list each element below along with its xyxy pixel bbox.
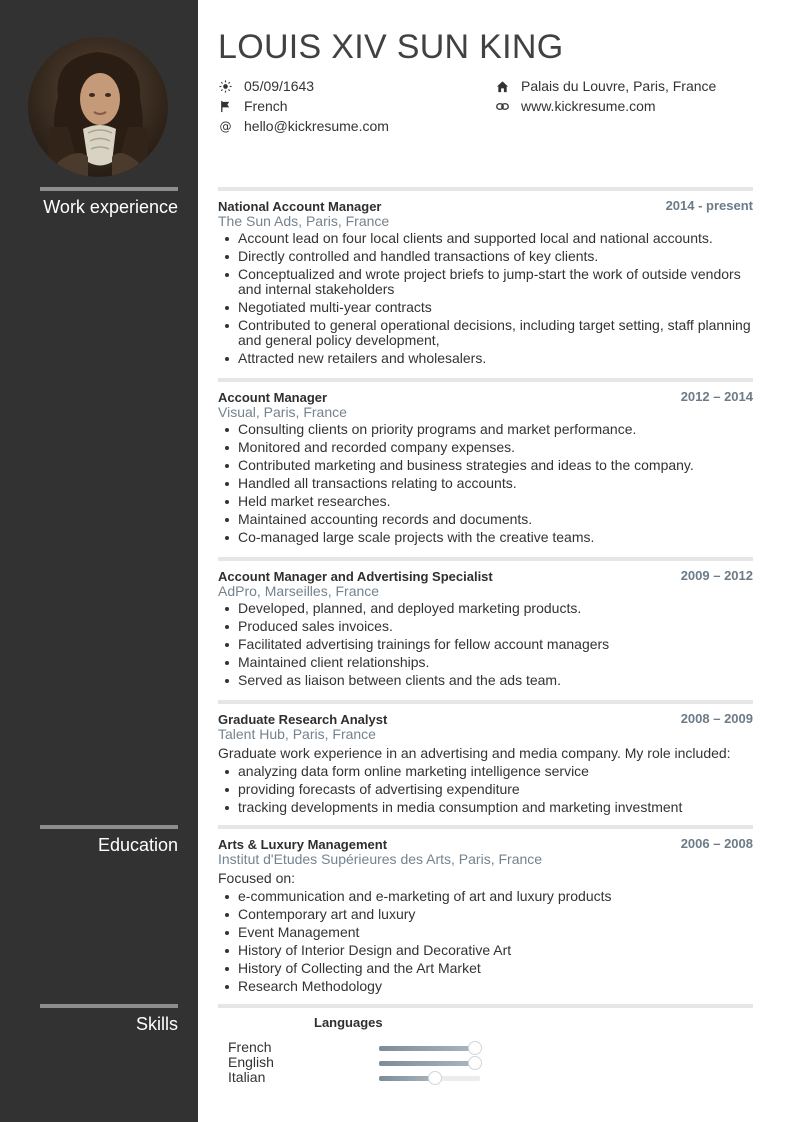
language-row — [228, 1070, 488, 1085]
list-item: providing forecasts of advertising expenditure — [218, 782, 753, 797]
language-row — [228, 1040, 488, 1055]
work-entry — [218, 711, 753, 818]
nationality-text: French — [244, 98, 288, 114]
education-section-rule — [40, 825, 178, 829]
candidate-name: LOUIS XIV SUN KING — [218, 28, 564, 66]
email[interactable] — [218, 117, 389, 135]
education-entry — [218, 836, 753, 997]
portrait-image — [28, 37, 168, 177]
list-item: Facilitated advertising trainings for fellow account managers — [218, 637, 753, 652]
list-item: Contributed marketing and business strategies and ideas to the company. — [218, 458, 753, 473]
list-item: Monitored and recorded company expenses. — [218, 440, 753, 455]
language-level-knob — [468, 1041, 482, 1055]
job-date: 2009 – 2012 — [680, 568, 753, 583]
list-item: Event Management — [218, 925, 753, 940]
list-item: History of Collecting and the Art Market — [218, 961, 753, 976]
language-level-bar — [379, 1076, 480, 1081]
entry-divider — [218, 700, 753, 704]
address-text: Palais du Louvre, Paris, France — [521, 78, 717, 94]
entry-divider — [218, 187, 753, 191]
email-text[interactable]: hello@kickresume.com — [244, 118, 389, 134]
website-text[interactable]: www.kickresume.com — [521, 98, 656, 114]
list-item: Conceptualized and wrote project briefs to jump-start the work of outside vendors and internal stakeholders — [218, 267, 753, 297]
language-level-fill — [379, 1076, 435, 1081]
job-date: 2008 – 2009 — [680, 711, 753, 726]
job-bullets — [218, 764, 753, 815]
degree-date: 2006 – 2008 — [680, 836, 753, 851]
language-level-bar — [379, 1061, 480, 1066]
language-level-bar — [379, 1046, 480, 1051]
degree-title: Arts & Luxury Management — [218, 837, 388, 852]
education-bullets — [218, 889, 753, 994]
list-item: Consulting clients on priority programs and market performance. — [218, 422, 753, 437]
work-entry — [218, 198, 753, 369]
job-title: Account Manager and Advertising Specialist — [218, 569, 493, 584]
skills-section-rule — [40, 1004, 178, 1008]
entry-divider — [218, 378, 753, 382]
language-name: English — [228, 1054, 274, 1070]
job-company: AdPro, Marseilles, France — [218, 583, 380, 599]
address — [495, 77, 716, 95]
job-date: 2012 – 2014 — [680, 389, 753, 404]
entry-divider — [218, 557, 753, 561]
list-item: History of Interior Design and Decorative Art — [218, 943, 753, 958]
job-title: Account Manager — [218, 390, 328, 405]
job-intro: Graduate work experience in an advertising and media company. My role included: — [218, 745, 731, 761]
svg-text:@: @ — [218, 119, 232, 133]
list-item: Held market researches. — [218, 494, 753, 509]
birth-date-text: 05/09/1643 — [244, 78, 315, 94]
avatar — [28, 37, 168, 177]
school-name: Institut d'Etudes Supérieures des Arts, Paris, France — [218, 851, 543, 867]
list-item: Attracted new retailers and wholesalers. — [218, 351, 753, 366]
list-item: Contemporary art and luxury — [218, 907, 753, 922]
job-company: The Sun Ads, Paris, France — [218, 213, 390, 229]
language-level-knob — [468, 1056, 482, 1070]
job-bullets — [218, 231, 753, 366]
work-entry — [218, 568, 753, 691]
job-date: 2014 - present — [665, 198, 753, 213]
language-name: Italian — [228, 1069, 266, 1085]
sun-icon — [218, 79, 232, 93]
list-item: Served as liaison between clients and the ads team. — [218, 673, 753, 688]
work-entry — [218, 389, 753, 548]
list-item: Directly controlled and handled transactions of key clients. — [218, 249, 753, 264]
list-item: Maintained accounting records and documents. — [218, 512, 753, 527]
website[interactable] — [495, 97, 656, 115]
birth-date — [218, 77, 314, 95]
job-company: Visual, Paris, France — [218, 404, 347, 420]
skills-section-label: Skills — [135, 1014, 178, 1034]
list-item: Handled all transactions relating to accounts. — [218, 476, 753, 491]
work-section-rule — [40, 187, 178, 191]
list-item: Account lead on four local clients and supported local and national accounts. — [218, 231, 753, 246]
at-icon — [218, 119, 232, 133]
list-item: Co-managed large scale projects with the creative teams. — [218, 530, 753, 545]
list-item: Negotiated multi-year contracts — [218, 300, 753, 315]
language-row — [228, 1055, 488, 1070]
list-item: Developed, planned, and deployed marketing products. — [218, 601, 753, 616]
link-icon — [495, 99, 509, 113]
language-name: French — [228, 1039, 272, 1055]
languages-title: Languages — [314, 1015, 383, 1030]
list-item: tracking developments in media consumption and marketing investment — [218, 800, 753, 815]
job-title: National Account Manager — [218, 199, 382, 214]
job-bullets — [218, 601, 753, 688]
list-item: Research Methodology — [218, 979, 753, 994]
nationality — [218, 97, 288, 115]
language-level-fill — [379, 1046, 475, 1051]
education-intro: Focused on: — [218, 870, 296, 886]
education-section-label: Education — [97, 835, 178, 855]
list-item: analyzing data form online marketing intelligence service — [218, 764, 753, 779]
list-item: Contributed to general operational decisions, including target setting, staff planning and general policy development, — [218, 318, 753, 348]
list-item: Produced sales invoices. — [218, 619, 753, 634]
flag-icon — [218, 99, 232, 113]
home-icon — [495, 79, 509, 93]
sidebar — [0, 0, 198, 1122]
list-item: e-communication and e-marketing of art and luxury products — [218, 889, 753, 904]
language-level-fill — [379, 1061, 475, 1066]
job-bullets — [218, 422, 753, 545]
entry-divider — [218, 825, 753, 829]
entry-divider — [218, 1004, 753, 1008]
language-level-knob — [428, 1071, 442, 1085]
work-section-label: Work experience — [43, 197, 178, 217]
list-item: Maintained client relationships. — [218, 655, 753, 670]
job-title: Graduate Research Analyst — [218, 712, 388, 727]
job-company: Talent Hub, Paris, France — [218, 726, 376, 742]
